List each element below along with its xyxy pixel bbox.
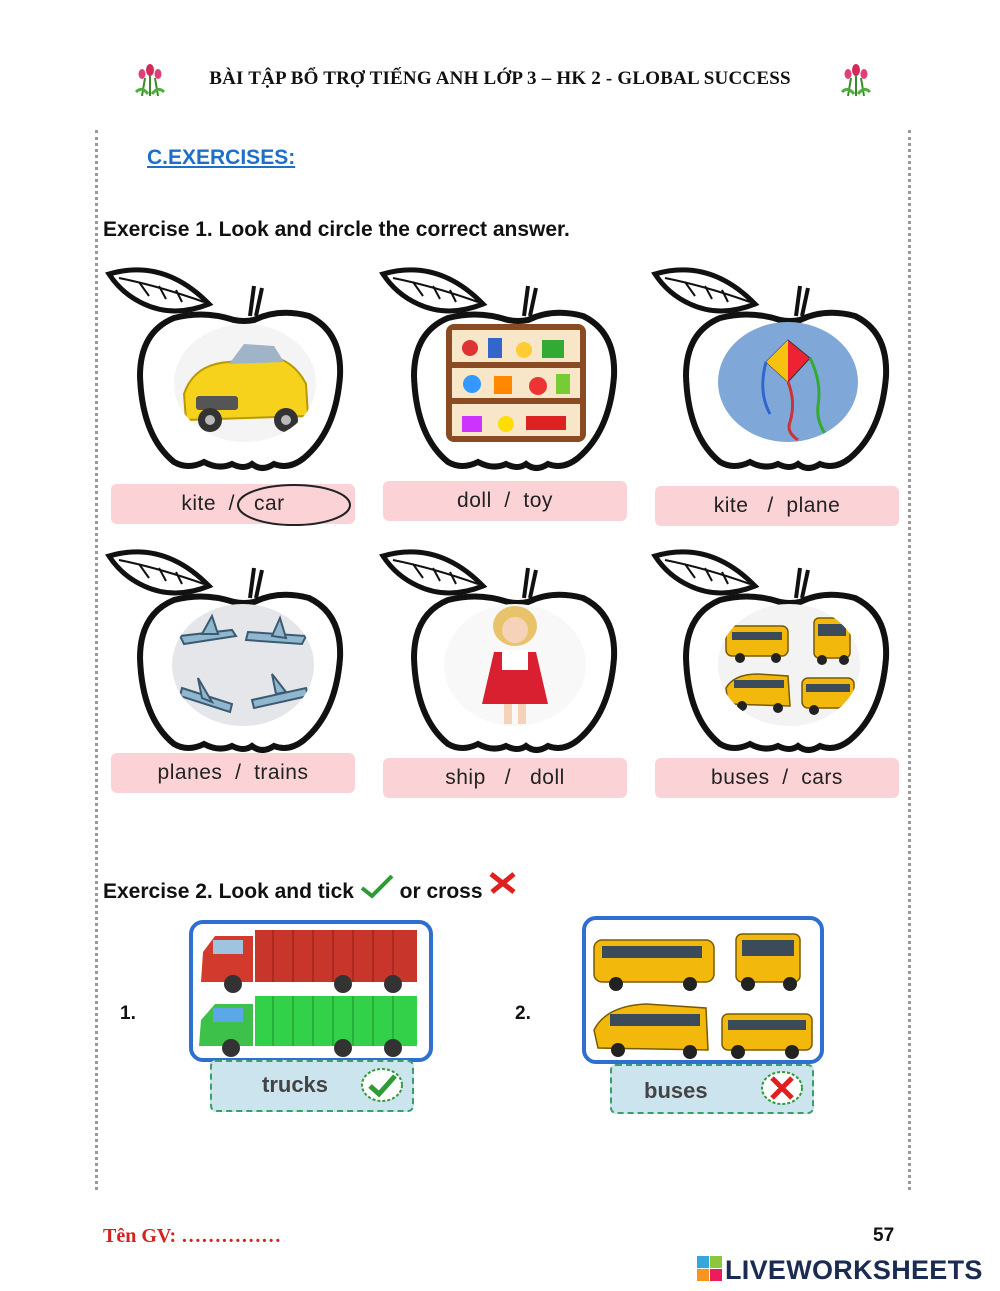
answer-label-5[interactable] — [383, 758, 627, 798]
cross-icon — [488, 870, 518, 896]
answer-options: ship / doll — [445, 766, 565, 789]
apple-card-2 — [378, 266, 618, 491]
apple-card-3 — [650, 266, 890, 491]
item-number: 1. — [120, 1003, 136, 1024]
dotted-border-left — [95, 130, 98, 1190]
answer-label-6[interactable] — [655, 758, 899, 798]
answer-label-2[interactable] — [383, 481, 627, 521]
exercise2-title-prefix: Exercise 2. Look and tick — [103, 880, 354, 903]
answer-options: buses / cars — [711, 766, 843, 789]
item-number: 2. — [515, 1003, 531, 1024]
answer-label-3[interactable] — [655, 486, 899, 526]
circled-answer-icon — [235, 482, 353, 528]
apple-card-1 — [104, 266, 344, 491]
trucks-picture-frame — [189, 920, 433, 1062]
page-header-title: BÀI TẬP BỔ TRỢ TIẾNG ANH LỚP 3 – HK 2 - GLOBAL SUCCESS — [209, 68, 791, 89]
exercise1-title: Exercise 1. Look and circle the correct answer. — [103, 218, 570, 241]
answer-options: planes / trains — [157, 761, 309, 784]
answer-label-4[interactable] — [111, 753, 355, 793]
answer-options: doll / toy — [457, 489, 553, 512]
answer-box-2[interactable] — [610, 1064, 814, 1114]
planes-icon — [172, 604, 314, 726]
kite-icon — [718, 322, 858, 442]
buses-icon — [718, 604, 860, 726]
yellow-car-icon — [174, 324, 316, 442]
liveworksheets-logo[interactable] — [697, 1255, 983, 1286]
page-number: 57 — [873, 1225, 895, 1246]
toy-shelf-icon — [446, 324, 586, 442]
apple-card-4 — [104, 548, 344, 773]
liveworksheets-icon — [697, 1256, 723, 1282]
answer-options: kite / car — [181, 492, 285, 515]
trucks-icon — [193, 924, 429, 1058]
cross-icon[interactable] — [760, 1070, 804, 1106]
brand-name: LIVEWORKSHEETS — [725, 1255, 983, 1285]
flower-icon — [836, 58, 876, 98]
answer-options: kite / plane — [713, 494, 841, 517]
school-buses-icon — [586, 920, 820, 1060]
apple-card-6 — [650, 548, 890, 773]
doll-icon — [444, 604, 586, 726]
answer-word: buses — [644, 1078, 708, 1103]
answer-word: trucks — [262, 1072, 329, 1097]
dotted-border-right — [908, 130, 911, 1190]
buses-picture-frame — [582, 916, 824, 1064]
answer-box-1[interactable] — [210, 1060, 414, 1112]
apple-card-5 — [378, 548, 618, 773]
teacher-name-line: Tên GV: …………… — [103, 1225, 282, 1247]
section-title: C.EXERCISES: — [147, 146, 296, 169]
exercise2-title-middle: or cross — [399, 880, 483, 903]
exercise2-title — [103, 870, 518, 904]
tick-icon[interactable] — [360, 1066, 404, 1104]
tick-icon — [360, 874, 394, 900]
